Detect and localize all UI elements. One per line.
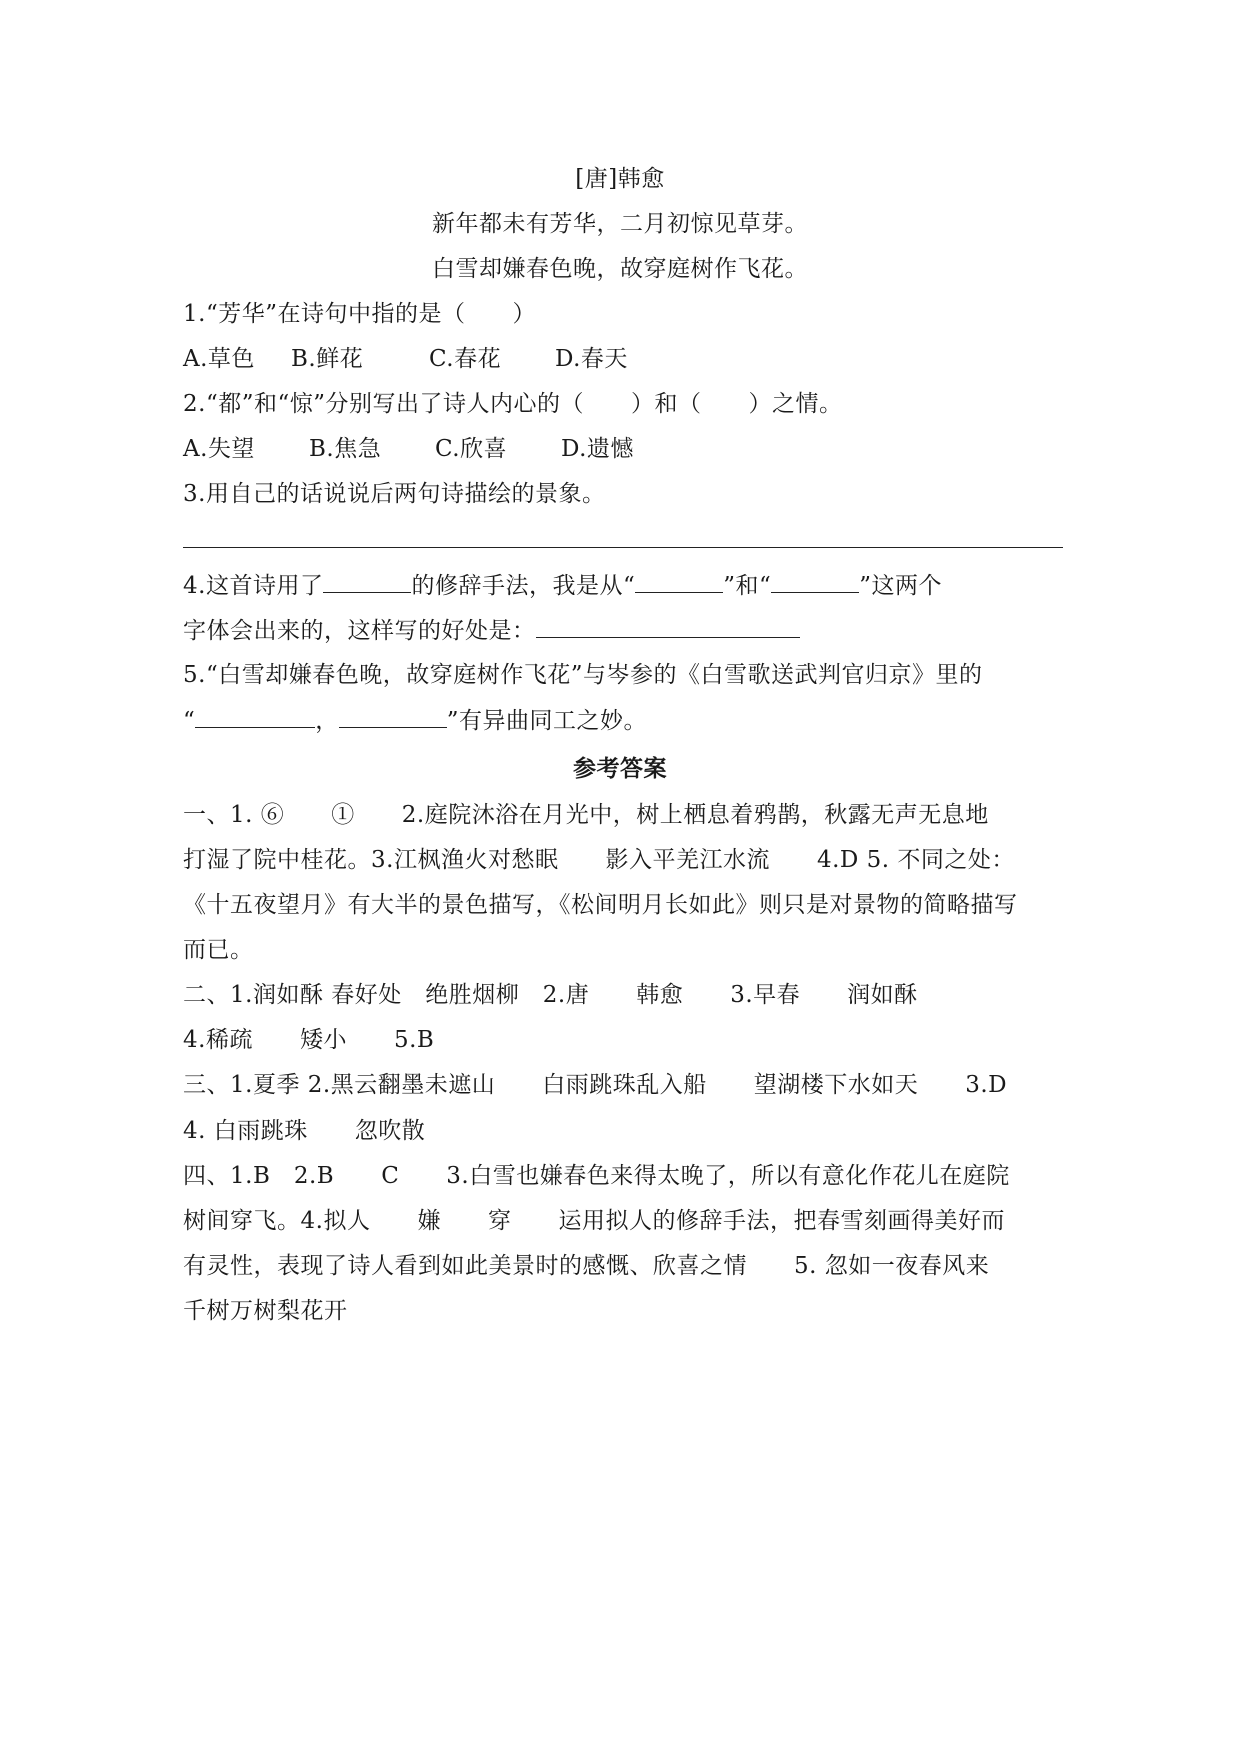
q5-blank-1: [195, 705, 315, 728]
answer-line: 打湿了院中桂花。3.江枫渔火对愁眠 影入平羌江水流 4.D 5. 不同之处：: [183, 847, 1015, 873]
answer-line: 《十五夜望月》有大半的景色描写，《松间明月长如此》则只是对景物的简略描写: [183, 892, 1018, 918]
q1-option-c: C.春花: [429, 346, 502, 372]
question-2-options: [183, 434, 1063, 464]
answer-line: 三、1.夏季 2.黑云翻墨未遮山 白雨跳珠乱入船 望湖楼下水如天 3.D: [183, 1072, 1008, 1098]
question-5-line-1: 5.“白雪却嫌春色晚，故穿庭树作飞花”与岑参的《白雪歌送武判官归京》里的: [183, 662, 983, 688]
question-1: 1.“芳华”在诗句中指的是（ ）: [183, 301, 536, 327]
q2-option-b: B.焦急: [309, 436, 382, 462]
answer-line: 而已。: [183, 937, 254, 963]
answer-line: 有灵性，表现了诗人看到如此美景时的感慨、欣喜之情 5. 忽如一夜春风来: [183, 1253, 990, 1279]
answer-line: 千树万树梨花开: [183, 1298, 348, 1324]
question-1-options: [183, 344, 1063, 374]
q4-blank-1: [323, 570, 411, 593]
q4-text-d: ”这两个: [859, 573, 943, 599]
question-4-line-1: [183, 570, 1063, 601]
answer-line-q3: [183, 547, 1063, 548]
q2-option-c: C.欣喜: [435, 436, 508, 462]
question-3: 3.用自己的话说说后两句诗描绘的景象。: [183, 481, 606, 507]
q4-blank-2: [635, 570, 723, 593]
answer-line: 树间穿飞。4.拟人 嫌 穿 运用拟人的修辞手法，把春雪刻画得美好而: [183, 1208, 1005, 1234]
q5-close-text: ”有异曲同工之妙。: [446, 708, 648, 734]
q5-blank-2: [339, 705, 447, 728]
question-2: 2.“都”和“惊”分别写出了诗人内心的（ ）和（ ）之情。: [183, 391, 843, 417]
answer-line: 4. 白雨跳珠 忽吹散: [183, 1118, 426, 1144]
poem-line-2: 白雪却嫌春色晚，故穿庭树作飞花。: [432, 256, 808, 282]
q5-open-quote: “: [183, 708, 196, 734]
question-4-line-2: [183, 615, 1063, 646]
answer-line: 二、1.润如酥 春好处 绝胜烟柳 2.唐 韩愈 3.早春 润如酥: [183, 982, 918, 1008]
q4-blank-4: [536, 615, 800, 638]
answer-line: 四、1.B 2.B C 3.白雪也嫌春色来得太晚了，所以有意化作花儿在庭院: [183, 1163, 1010, 1189]
q4-text-line2: 字体会出来的，这样写的好处是：: [183, 618, 536, 644]
q2-option-a: A.失望: [183, 436, 255, 462]
q4-text-c: ”和“: [723, 573, 772, 599]
q4-text-b: 的修辞手法，我是从“: [411, 573, 636, 599]
q2-option-d: D.遗憾: [561, 436, 634, 462]
answer-line: 4.稀疏 矮小 5.B: [183, 1027, 435, 1053]
q1-option-b: B.鲜花: [291, 346, 364, 372]
q5-comma: ，: [315, 708, 339, 734]
q1-option-a: A.草色: [183, 346, 255, 372]
q4-blank-3: [771, 570, 859, 593]
q1-option-d: D.春天: [555, 346, 628, 372]
poem-line-1: 新年都未有芳华，二月初惊见草芽。: [432, 211, 808, 237]
poem-author: [唐]韩愈: [575, 166, 665, 192]
answer-line: 一、1. ⑥ ① 2.庭院沐浴在月光中，树上栖息着鸦鹊，秋露无声无息地: [183, 802, 989, 828]
answers-heading: 参考答案: [573, 755, 667, 782]
q4-text-a: 4.这首诗用了: [183, 573, 324, 599]
question-5-line-2: [183, 705, 1063, 736]
